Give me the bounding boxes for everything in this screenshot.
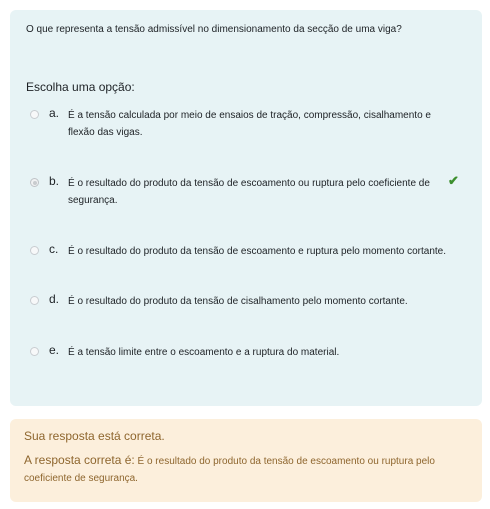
option-text: É a tensão limite entre o escoamento e a ruptura do material. bbox=[68, 347, 340, 358]
radio-button[interactable] bbox=[30, 110, 39, 119]
radio-button[interactable] bbox=[30, 347, 39, 356]
option-letter: a. bbox=[49, 106, 60, 120]
option-text: É o resultado do produto da tensão de cisalhamento pelo momento cortante. bbox=[68, 296, 408, 307]
option-letter: e. bbox=[49, 343, 60, 357]
option-text: É o resultado do produto da tensão de escoamento ou ruptura pelo coeficiente de segurança. bbox=[68, 178, 430, 206]
correct-answer-text: É o resultado do produto da tensão de escoamento ou ruptura pelo coeficiente de segurança. bbox=[24, 456, 435, 484]
radio-button[interactable] bbox=[30, 246, 39, 255]
question-card bbox=[10, 10, 482, 406]
radio-button[interactable] bbox=[30, 296, 39, 305]
option-letter: c. bbox=[49, 242, 59, 256]
option-letter: b. bbox=[49, 174, 60, 188]
option-text: É o resultado do produto da tensão de escoamento e ruptura pelo momento cortante. bbox=[68, 246, 447, 257]
feedback-status: Sua resposta está correta. bbox=[24, 429, 165, 443]
question-text: O que representa a tensão admissível no dimensionamento da secção de uma viga? bbox=[26, 24, 402, 35]
correct-answer-label: A resposta correta é: bbox=[24, 453, 135, 467]
choose-option-label: Escolha uma opção: bbox=[26, 80, 135, 94]
feedback-panel bbox=[10, 419, 482, 502]
radio-button-selected[interactable] bbox=[30, 178, 39, 187]
check-icon: ✔ bbox=[448, 173, 459, 188]
option-text: É a tensão calculada por meio de ensaios de tração, compressão, cisalhamento e flexão das vigas. bbox=[68, 110, 431, 138]
correct-answer bbox=[24, 452, 464, 487]
option-letter: d. bbox=[49, 292, 60, 306]
